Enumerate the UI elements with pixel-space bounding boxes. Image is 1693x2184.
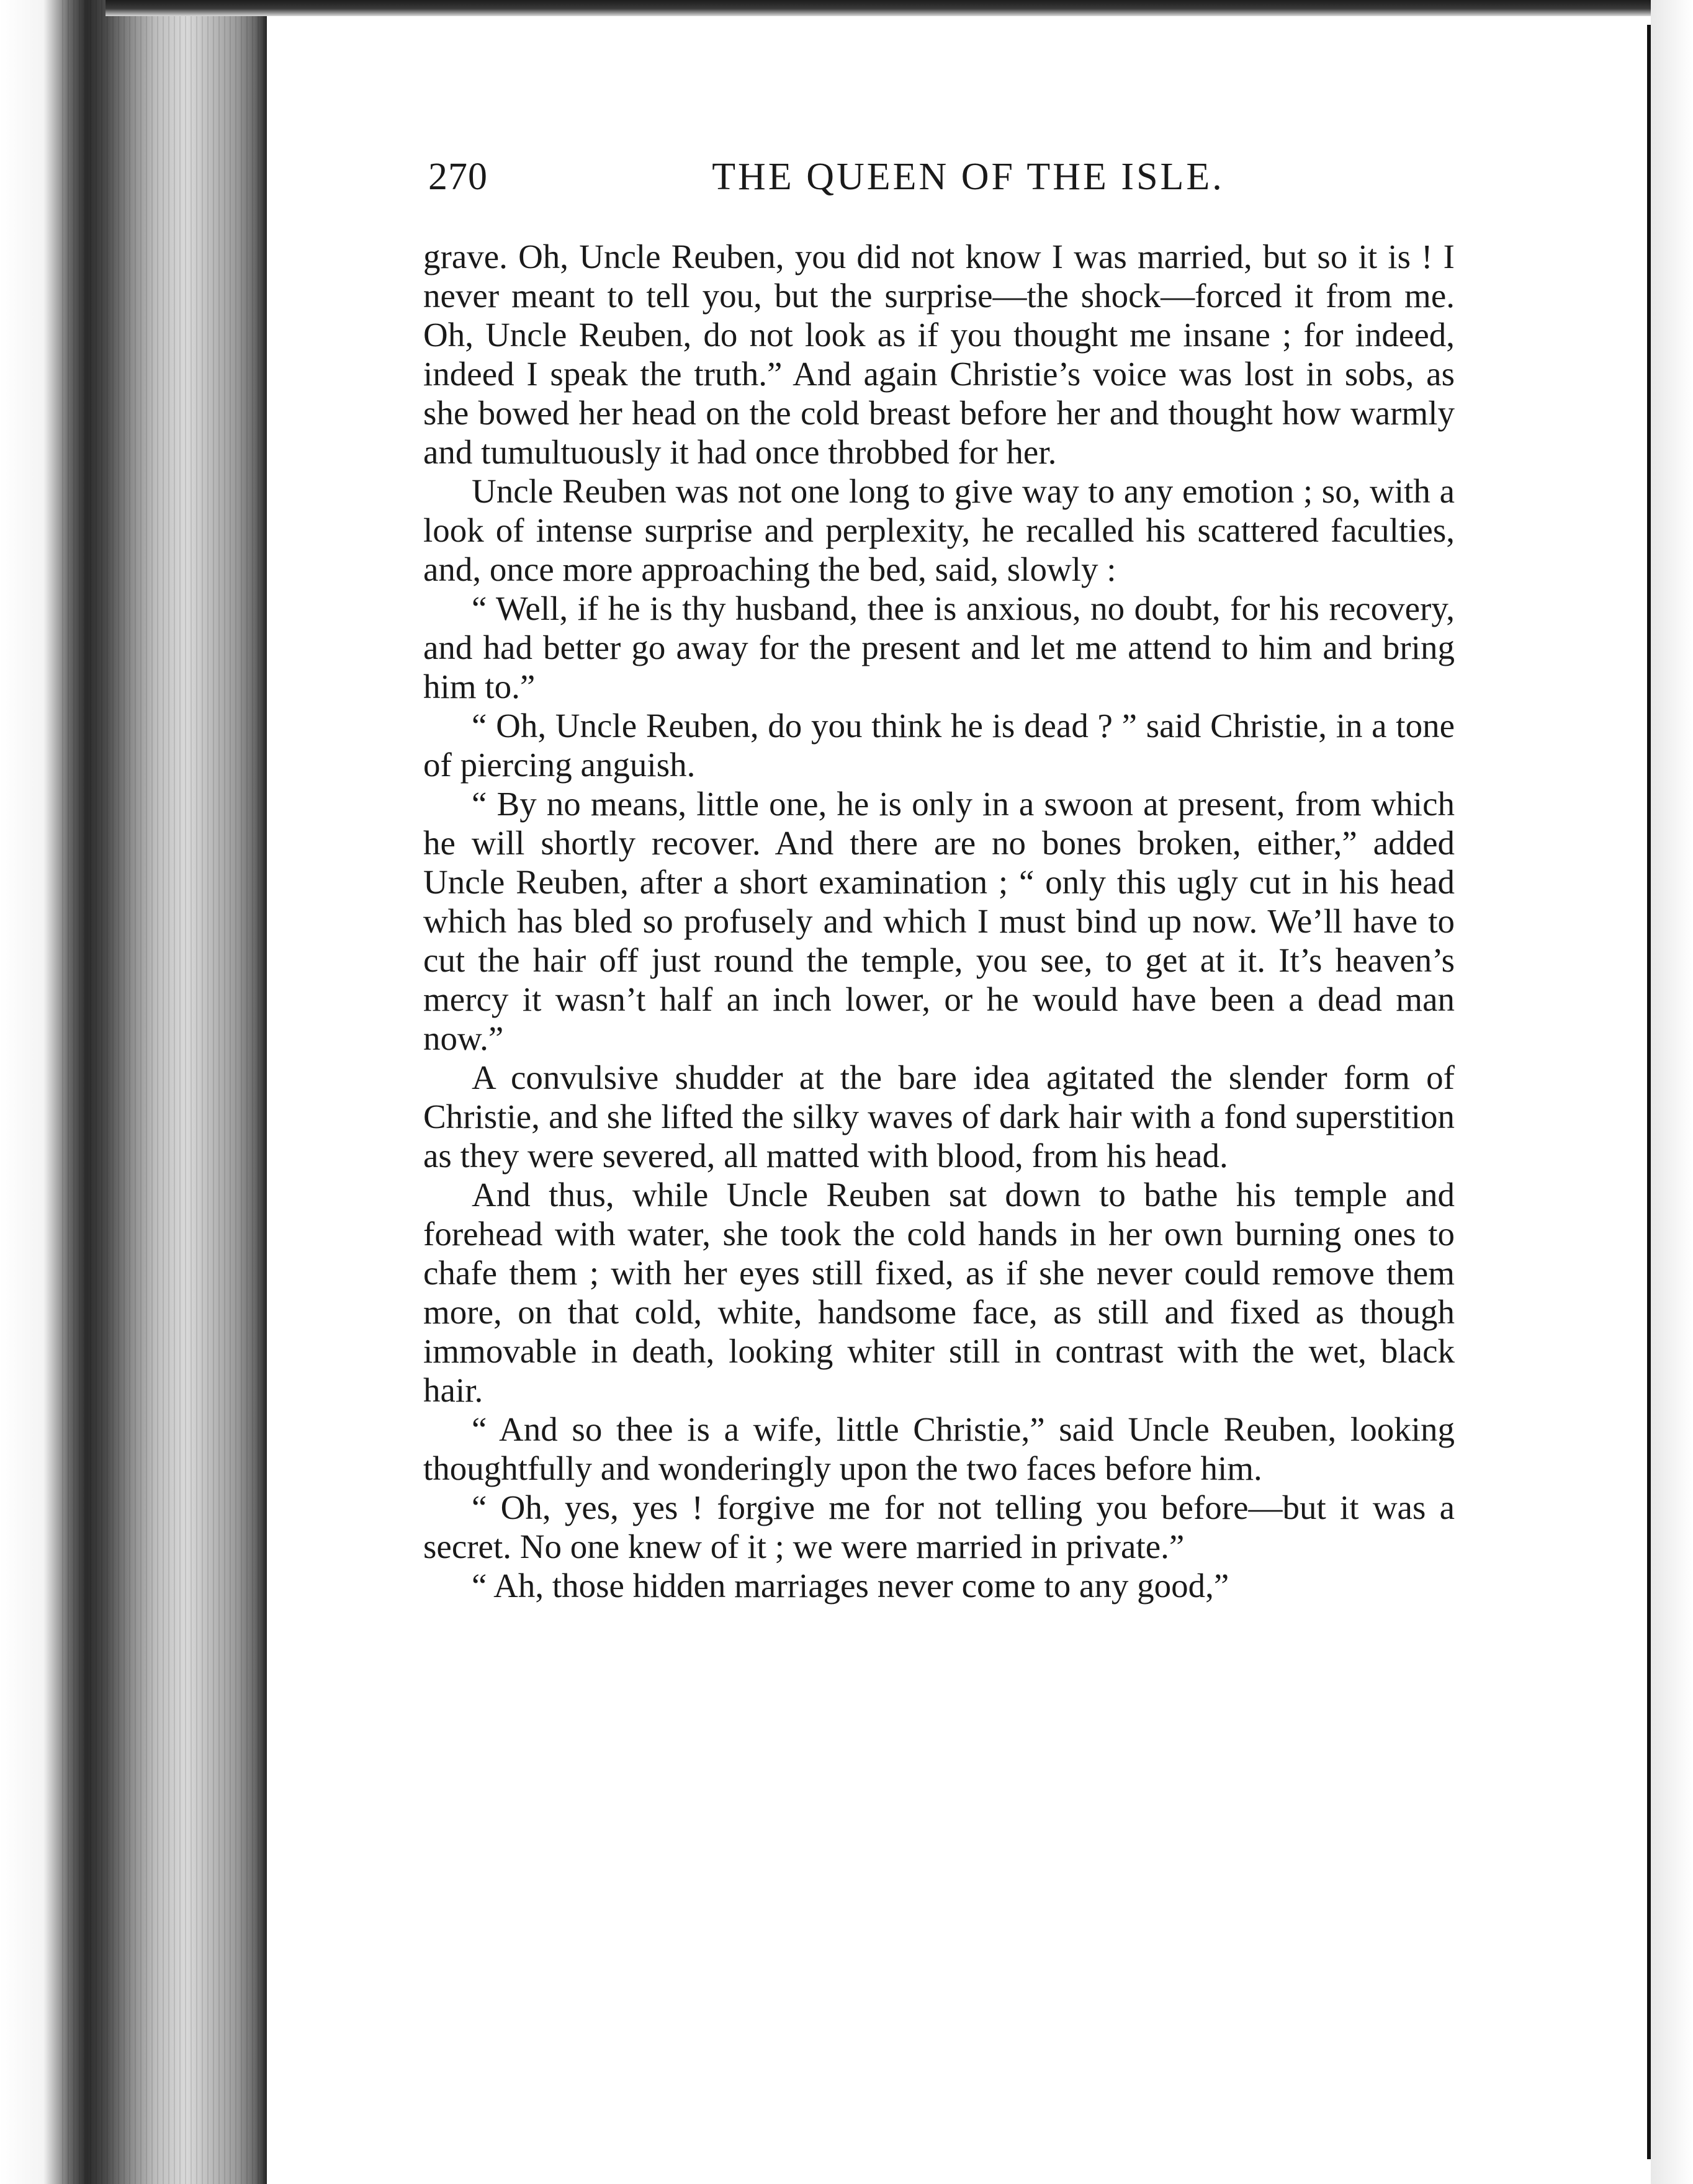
body-text	[423, 237, 1455, 1605]
running-title: THE QUEEN OF THE ISLE.	[712, 156, 1224, 198]
page-edges	[62, 0, 267, 2184]
paragraph: “ And so thee is a wife, little Christie,” said Uncle Reuben, looking thoughtfully and wonderingly upon the two faces before him.	[423, 1410, 1455, 1487]
page-header	[428, 155, 1465, 211]
top-shadow	[106, 0, 1693, 16]
paragraph: “ By no means, little one, he is only in a swoon at present, from which he will shortly recover. And there are no bones broken, either,” added Uncle Reuben, after a short examination ; “ only this ugly cut in his head which has bled so profusely and which I must bind up now. We’ll have to cut the hair off just round the temple, you see, to get at it. It’s heaven’s mercy it wasn’t half an inch lower, or he would have been a dead man now.”	[423, 785, 1455, 1057]
paragraph: And thus, while Uncle Reuben sat down to bathe his temple and forehead with water, she took the cold hands in her own burning ones to chafe them ; with her eyes still fixed, as if she never could remove them more, on that cold, white, handsome face, as still and fixed as though immovable in death, looking whiter still in contrast with the wet, black hair.	[423, 1176, 1455, 1409]
paragraph: “ Well, if he is thy husband, thee is anxious, no doubt, for his recovery, and had better go away for the present and let me attend to him and bring him to.”	[423, 589, 1455, 705]
paragraph: grave. Oh, Uncle Reuben, you did not know I was married, but so it is ! I never meant to tell you, but the surprise—the shock—forced it from me. Oh, Uncle Reuben, do not look as if you thought me insane ; for indeed, indeed I speak the truth.” And again Christie’s voice was lost in sobs, as she bowed her head on the cold breast before her and thought how warmly and tumultuously it had once throbbed for her.	[423, 238, 1455, 471]
page-number: 270	[428, 156, 488, 198]
paragraph: Uncle Reuben was not one long to give way to any emotion ; so, with a look of intense surprise and perplexity, he recalled his scattered faculties, and, once more approaching the bed, said, slowly :	[423, 472, 1455, 588]
paragraph: “ Oh, yes, yes ! forgive me for not telling you before—but it was a secret. No one knew of it ; we were married in private.”	[423, 1488, 1455, 1565]
paragraph: “ Oh, Uncle Reuben, do you think he is dead ? ” said Christie, in a tone of piercing anguish.	[423, 707, 1455, 784]
paragraph: “ Ah, those hidden marriages never come to any good,”	[472, 1567, 1229, 1604]
right-margin	[1651, 0, 1693, 2184]
paragraph: A convulsive shudder at the bare idea agitated the slender form of Christie, and she lifted the silky waves of dark hair with a fond superstition as they were severed, all matted with blood, from his head.	[423, 1058, 1455, 1175]
